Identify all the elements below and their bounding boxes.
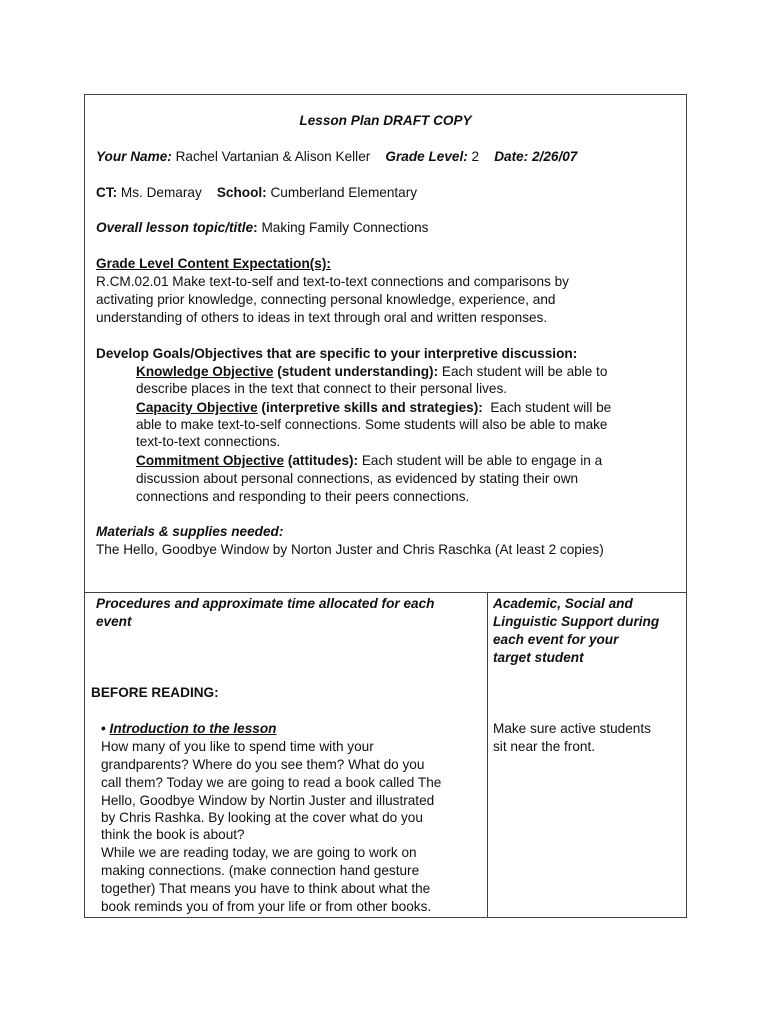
gle-line: R.CM.02.01 Make text-to-self and text-to-text connections and comparisons by [96,274,569,289]
intro-line: by Chris Rashka. By looking at the cover what do you [101,810,423,825]
goals-heading: Develop Goals/Objectives that are specific to your interpretive discussion: [96,346,578,361]
gle-heading: Grade Level Content Expectation(s): [96,256,331,271]
knowledge-paren: (student understanding): [277,364,439,379]
support-line: Make sure active students [493,721,651,736]
page-title: Lesson Plan DRAFT COPY [299,113,472,128]
grade-level-value: 2 [471,149,480,164]
school-value: Cumberland Elementary [270,185,418,200]
support-header: each event for your [493,632,619,647]
procedures-cell [85,593,488,917]
lesson-plan-table [84,94,687,918]
topic-line [96,219,428,237]
capacity-objective [136,399,611,417]
date-label: Date: [494,149,529,164]
intro-line: Hello, Goodbye Window by Nortin Juster and illustrated [101,793,435,808]
ct-line [96,184,417,202]
capacity-paren: (interpretive skills and strategies): [261,400,483,415]
ct-label: CT: [96,185,118,200]
topic-value: Making Family Connections [261,220,429,235]
support-line: sit near the front. [493,739,596,754]
name-line [96,148,577,166]
intro-heading-line [101,720,276,738]
your-name-value: Rachel Vartanian & Alison Keller [175,149,371,164]
support-header: target student [493,650,584,665]
capacity-text: text-to-text connections. [136,434,281,449]
bullet-icon: • [101,721,106,736]
intro-line: think the book is about? [101,827,245,842]
intro-line: book reminds you of from your life or from other books. [101,899,432,914]
knowledge-objective [136,363,607,381]
intro-line: grandparents? Where do you see them? What do you [101,757,425,772]
commitment-text: connections and responding to their peers connections. [136,489,470,504]
commitment-label: Commitment Objective [136,453,285,468]
capacity-text: able to make text-to-self connections. Some students will also be able to make [136,417,608,432]
knowledge-label: Knowledge Objective [136,364,274,379]
before-reading-heading: BEFORE READING: [91,685,219,700]
gle-line: understanding of others to ideas in text through oral and written responses. [96,310,548,325]
procedures-header: Procedures and approximate time allocated for each [96,596,435,611]
materials-value: The Hello, Goodbye Window by Norton Juster and Chris Raschka (At least 2 copies) [96,542,604,557]
topic-colon: : [253,220,258,235]
knowledge-text: Each student will be able to [441,364,608,379]
materials-heading: Materials & supplies needed: [96,524,284,539]
intro-line: How many of you like to spend time with your [101,739,374,754]
intro-line: call them? Today we are going to read a book called The [101,775,442,790]
grade-level-label: Grade Level: [385,149,468,164]
your-name-label: Your Name: [96,149,172,164]
commitment-objective [136,452,602,470]
intro-heading: Introduction to the lesson [109,721,277,736]
gle-line: activating prior knowledge, connecting personal knowledge, experience, and [96,292,556,307]
support-header: Linguistic Support during [493,614,660,629]
intro-line: making connections. (make connection hand gesture [101,863,420,878]
commitment-text: discussion about personal connections, as evidenced by stating their own [136,471,579,486]
commitment-text: Each student will be able to engage in a [361,453,603,468]
knowledge-text: describe places in the text that connect to their personal lives. [136,381,508,396]
date-value: 2/26/07 [531,149,578,164]
support-cell [488,593,686,917]
capacity-label: Capacity Objective [136,400,258,415]
ct-value: Ms. Demaray [120,185,202,200]
intro-line: together) That means you have to think about what the [101,881,431,896]
capacity-text: Each student will be [490,400,612,415]
school-label: School: [216,185,267,200]
support-header: Academic, Social and [493,596,633,611]
procedures-header: event [96,614,132,629]
intro-line: While we are reading today, we are going to work on [101,845,417,860]
topic-label: Overall lesson topic/title [96,220,254,235]
lesson-header-cell [85,95,686,593]
commitment-paren: (attitudes): [287,453,359,468]
